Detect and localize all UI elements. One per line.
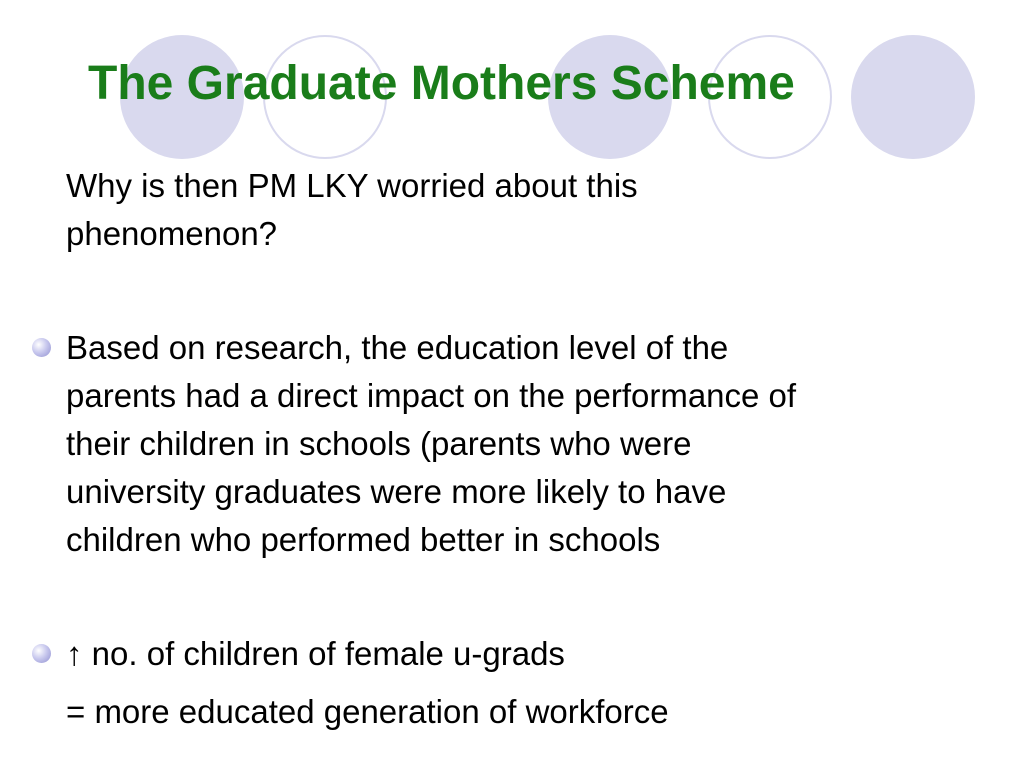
intro-line: Why is then PM LKY worried about this <box>66 167 638 204</box>
continuation-line: = more educated generation of workforce <box>66 693 669 730</box>
decorative-circle <box>851 35 975 159</box>
bullet-1-line: Based on research, the education level of the <box>66 329 729 366</box>
bullet-2-text: ↑ no. of children of female u-grads <box>66 635 565 672</box>
bullet-1-line: children who performed better in schools <box>66 521 661 558</box>
bullet-1-line: their children in schools (parents who were <box>66 425 692 462</box>
bullet-1-line: parents had a direct impact on the performance of <box>66 377 797 414</box>
bullet-dot-icon <box>32 644 51 663</box>
intro-line: phenomenon? <box>66 215 278 252</box>
slide-title: The Graduate Mothers Scheme <box>88 57 795 110</box>
bullet-dot-icon <box>32 338 51 357</box>
bullet-1-line: university graduates were more likely to have <box>66 473 727 510</box>
